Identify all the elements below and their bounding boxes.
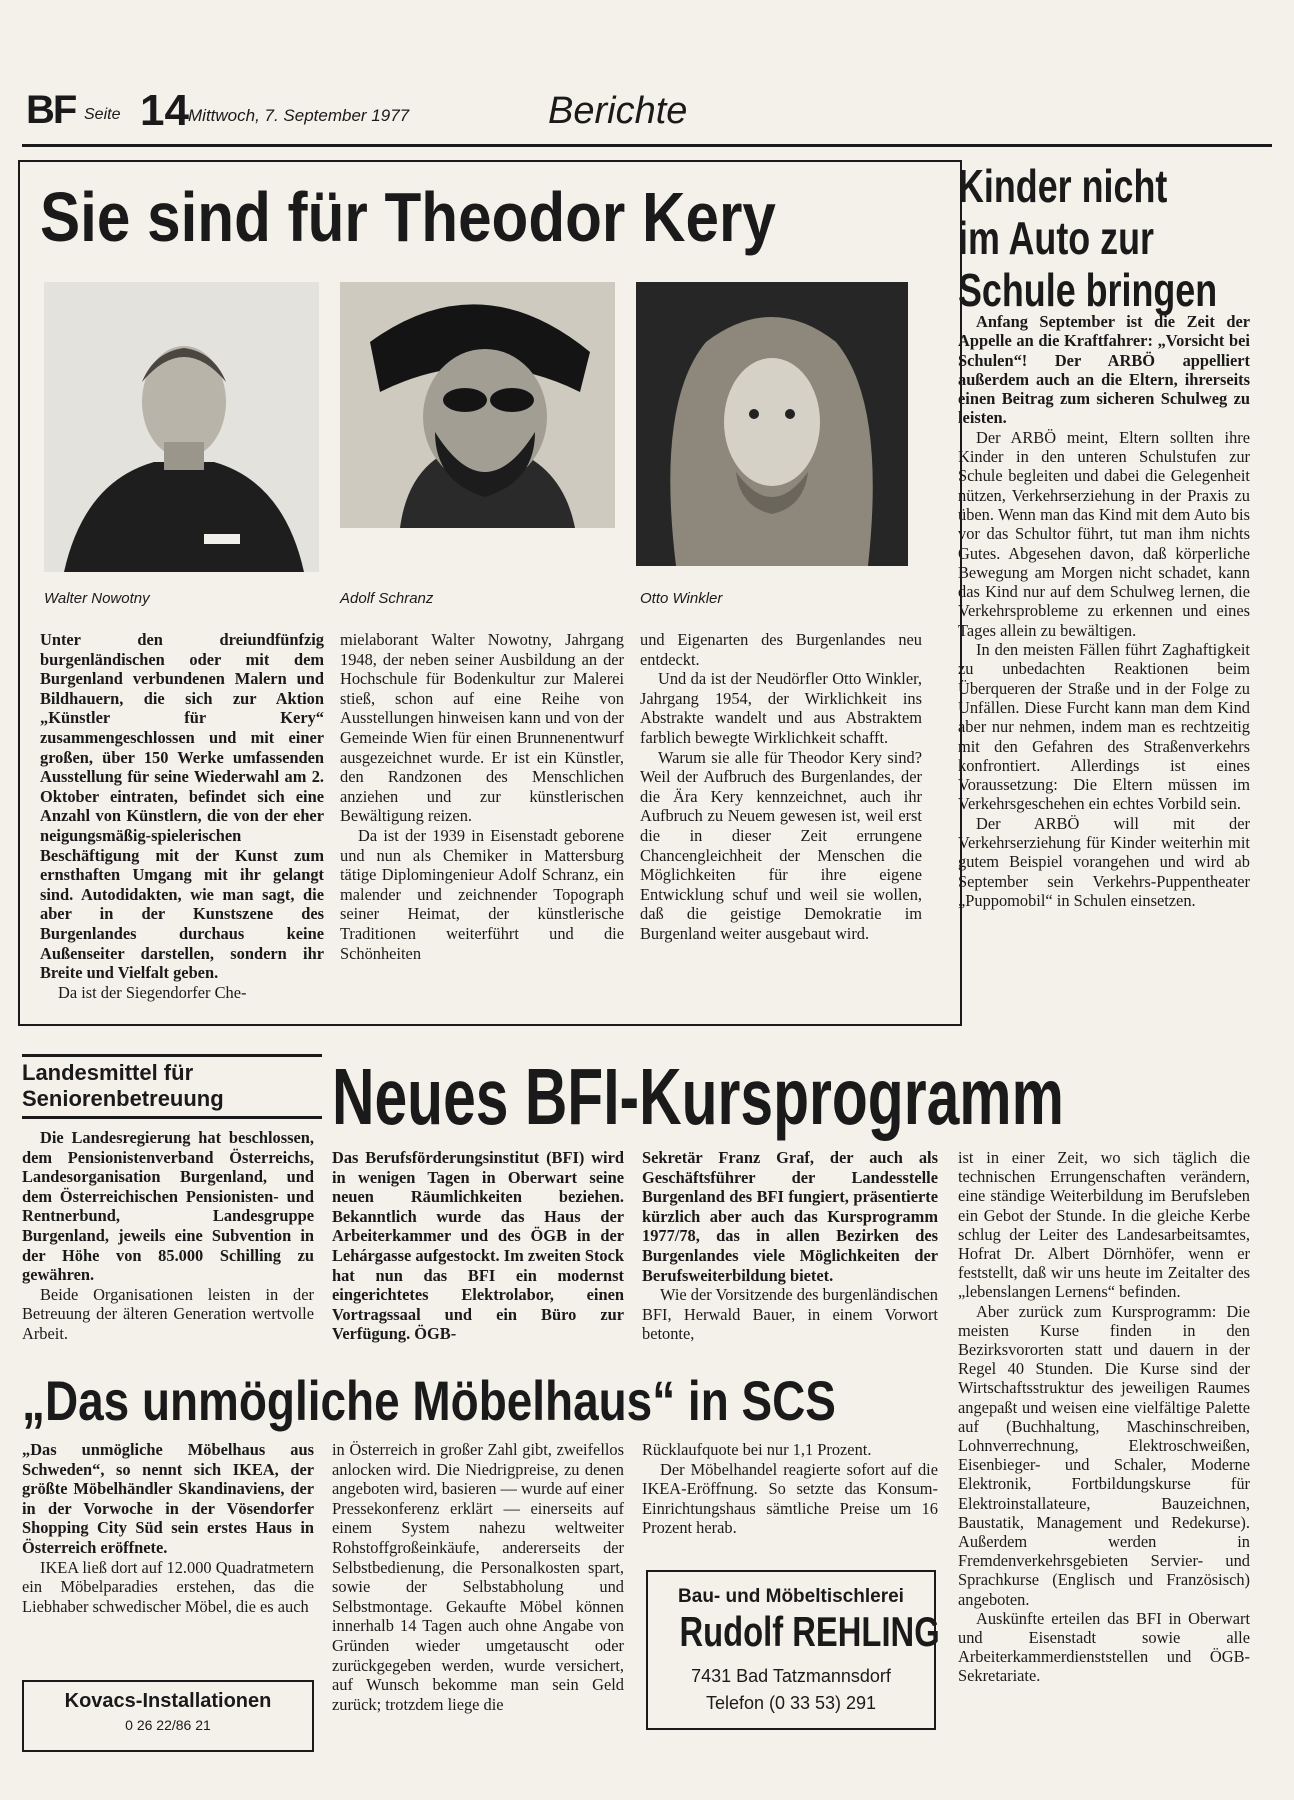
rehling-ad-line-1: Bau- und Möbeltischlerei bbox=[678, 1586, 904, 1607]
page-label: Seite bbox=[84, 106, 121, 123]
kinder-headline-line-3: Schule bringen bbox=[958, 264, 1218, 316]
caption-walter-nowotny: Walter Nowotny bbox=[44, 590, 150, 607]
senioren-bottom-rule bbox=[22, 1116, 322, 1119]
ikea-headline: „Das unmögliche Möbelhaus“ in SCS bbox=[22, 1369, 836, 1432]
senioren-top-rule bbox=[22, 1054, 322, 1057]
bfi-column-3 bbox=[958, 1148, 1250, 1686]
kery-col2-para-2: Da ist der 1939 in Eisenstadt geborene und nun als Chemiker in Mattersburg tätige Diplomingenieur Adolf Schranz, ein malender und zeichnender Topograph seiner Heimat, der künstlerische Traditionen weiterführt und die Schönheiten bbox=[340, 825, 624, 963]
bfi-col2-para: Wie der Vorsitzende des burgenländischen BFI, Herwald Bauer, in einem Vorwort betonte, bbox=[642, 1285, 938, 1344]
kery-column-1 bbox=[40, 630, 324, 1002]
kinder-headline-line-1: Kinder nicht bbox=[958, 160, 1168, 212]
kery-column-3 bbox=[640, 630, 922, 944]
ikea-col3-para-2: Der Möbelhandel reagierte sofort auf die IKEA-Eröffnung. So setzte das Konsum-Einrichtungshaus sämtliche Preise um 16 Prozent herab. bbox=[642, 1459, 938, 1538]
kinder-para-1: Der ARBÖ meint, Eltern sollten ihre Kinder in den unteren Schulstufen zur Schule begleiten und dabei die Gelegenheit nützen, Verkehrserziehung in der Praxis zu üben. Wenn man das Kind mit dem Auto bis vor das Schultor führt, tut man ihm nichts Gutes. Abgesehen davon, daß körperliche Bewegung am Morgen nicht schadet, kann das Kind nur auf dem Schulweg lernen, die Verkehrsprobleme zu erkennen und eines Tages allein zu bewältigen. bbox=[958, 427, 1250, 640]
kery-col3-para-1: und Eigenarten des Burgenlandes neu entdeckt. bbox=[640, 630, 922, 669]
bfi-col3-para-2: Aber zurück zum Kursprogramm: Die meisten Kurse finden in den Bezirksvororten statt und dauern in der Regel 40 Stunden. Die Kurse sind der Wirtschaftsstruktur des jeweiligen Raumes angepaßt und weisen eine vielfältige Palette auf (Buchhaltung, Maschinschreiben, Lohnverrechnung, Elektroschweißen, Eisenbieger- und Schaler, Moderne Elektronik, Fortbildungskurse für Elektroinstallateure, Bauzeichnen, Baustatik, Management und Redekurse). Außerdem werden in Fremdenverkehrsgebieten Servier- und Sprachkurse (Englisch und Französisch) angeboten. bbox=[958, 1301, 1250, 1609]
caption-adolf-schranz: Adolf Schranz bbox=[340, 590, 434, 607]
page-number: 14 bbox=[140, 86, 189, 135]
senioren-headline-line-1: Landesmittel für bbox=[22, 1060, 194, 1085]
rehling-ad-address: 7431 Bad Tatzmannsdorf bbox=[691, 1666, 891, 1686]
bfi-col2-lead: Sekretär Franz Graf, der auch als Geschäftsführer der Landesstelle Burgenland des BFI fungiert, präsentierte kürzlich aber auch das Kursprogramm 1977/78, das in allen Bezirken des Burgenlandes viele Möglichkeiten der Berufsweiterbildung bietet. bbox=[642, 1148, 938, 1285]
kery-col3-para-2: Und da ist der Neudörfler Otto Winkler, Jahrgang 1954, der Wirklichkeit ins Abstrakte wandelt und aus Abstraktem farblich bewegte Wirklichkeit schafft. bbox=[640, 669, 922, 747]
senioren-headline bbox=[22, 1060, 224, 1112]
kery-col1-continue: Da ist der Siegendorfer Che- bbox=[58, 982, 247, 1002]
kinder-para-2: In den meisten Fällen führt Zaghaftigkeit zu unbedachten Reaktionen beim Überqueren der Straße und in der Folge zu Unfällen. Diese Furcht kann man dem Kind aber nur nehmen, indem man es rechtzeitig mit den Gefahren des Straßenverkehrs konfrontiert. Allerdings ist eines Voraussetzung: Die Eltern müssen im Verkehrsgeschehen ein echtes Vorbild sein. bbox=[958, 640, 1250, 814]
kery-lead: Unter den dreiundfünfzig burgenländischen oder mit dem Burgenland verbundenen Malern und Bildhauern, die sich zur Aktion „Künstler für Kery“ zusammengeschlossen und mit einer großen, über 150 Werke umfassenden Ausstellung für seine Wiederwahl am 2. Oktober eintraten, befindet sich eine Anzahl von Künstlern, die von der eher neigungsmäßig-spielerischen Beschäftigung mit der Kunst zum ernsthaften Umgang mit ihr gelangt sind. Autodidakten, wie man sagt, die aber in der Kunstszene des Burgenlandes durchaus keine Außenseiter darstellen, sondern ihr Breite und Vielfalt geben. bbox=[40, 630, 324, 983]
ikea-lead: „Das unmögliche Möbelhaus aus Schweden“, so nennt sich IKEA, der größte Möbelhändler Skandinaviens, der in der Vorwoche in der Vösendorfer Shopping City Süd sein erstes Haus in Österreich eröffnete. bbox=[22, 1440, 314, 1557]
photo-walter-nowotny bbox=[44, 282, 319, 572]
photo-adolf-schranz bbox=[340, 282, 615, 528]
kery-headline: Sie sind für Theodor Kery bbox=[40, 178, 776, 256]
kovacs-ad bbox=[22, 1680, 314, 1752]
kovacs-ad-phone: 0 26 22/86 21 bbox=[125, 1717, 211, 1733]
bfi-column-2 bbox=[642, 1148, 938, 1344]
ikea-col3-para-1: Rücklaufquote bei nur 1,1 Prozent. bbox=[642, 1440, 872, 1459]
newspaper-logo: BF bbox=[26, 88, 76, 132]
bfi-col3-para-3: Auskünfte erteilen das BFI in Oberwart und Eisenstadt sowie alle Arbeiterkammerdienststellen und ÖGB-Sekretariate. bbox=[958, 1608, 1250, 1686]
kery-column-2 bbox=[340, 630, 624, 963]
bfi-headline: Neues BFI-Kursprogramm bbox=[332, 1052, 1064, 1141]
photo-otto-winkler bbox=[636, 282, 908, 566]
kinder-para-3: Der ARBÖ will mit der Verkehrserziehung für Kinder weiterhin mit gutem Beispiel vorangehen und wird ab September sein Verkehrs-Puppentheater „Puppomobil“ in Schulen einsetzen. bbox=[958, 813, 1250, 910]
senioren-article-body bbox=[22, 1128, 314, 1344]
senioren-headline-line-2: Seniorenbetreuung bbox=[22, 1086, 224, 1111]
kinder-headline-line-2: im Auto zur bbox=[958, 212, 1154, 264]
ikea-column-1 bbox=[22, 1440, 314, 1616]
kery-col3-para-3: Warum sie alle für Theodor Kery sind? Weil der Aufbruch des Burgenlandes, der die Ära Kery kennzeichnet, auch ihr Aufbruch zu Neuem gewesen ist, weil erst die in dieser Zeit errungene Chancengleichheit der Menschen die Möglichkeiten für ihre eigene Entwicklung schuf und weil sie wollen, daß die geistige Demokratie im Burgenland weiter ausgebaut wird. bbox=[640, 747, 922, 943]
rehling-ad-phone: Telefon (0 33 53) 291 bbox=[705, 1693, 877, 1713]
ikea-column-2 bbox=[332, 1440, 624, 1714]
header-rule bbox=[22, 144, 1272, 147]
caption-otto-winkler: Otto Winkler bbox=[640, 590, 723, 607]
bfi-col3-para-1: ist in einer Zeit, wo sich täglich die technischen Errungenschaften verändern, eine ständige Weiterbildung im Berufsleben ein Gebot der Stunde. In die gleiche Kerbe schlug der Leiter des Landesarbeitsamtes, Hofrat Dr. Albert Dörnhöfer, wenn er feststellt, daß wir uns heute im Zeitalter des „lebenslangen Lernens“ befinden. bbox=[958, 1148, 1250, 1302]
kinder-headline bbox=[958, 160, 1217, 316]
ikea-col2-para: in Österreich in großer Zahl gibt, zweifellos anlocken wird. Die Niedrigpreise, zu denen angeboten wird, basieren — wurde auf einer Pressekonferenz erklärt — einerseits auf einem System nahezu weltweiter Rohstoffgroßeinkäufe, andererseits der Selbstbedienung, die Personalkosten spart, sowie der Selbstabholung und Selbstmontage. Gekaufte Möbel können innerhalb 14 Tagen auch ohne Angabe von Gründen wieder umgetauscht oder zurückgegeben werden, wurde versichert, auf Wunsch bekomme man sein Geld zurück; trotzdem liege die bbox=[332, 1440, 624, 1714]
bfi-col1-lead: Das Berufsförderungsinstitut (BFI) wird in wenigen Tagen in Oberwart seine neuen Räumlichkeiten beziehen. Bekanntlich wurde das Haus der Arbeiterkammer und des ÖGB in der Lehárgasse aufgestockt. Im zweiten Stock hat nun das BFI ein modernst eingerichtetes Elektrolabor, einen Vortragssaal und ein Büro zur Verfügung. ÖGB- bbox=[332, 1148, 624, 1344]
rehling-ad bbox=[646, 1570, 940, 1730]
kovacs-ad-name: Kovacs-Installationen bbox=[64, 1690, 272, 1712]
ikea-column-3 bbox=[642, 1440, 938, 1538]
senioren-para-1: Beide Organisationen leisten in der Betreuung der älteren Generation wertvolle Arbeit. bbox=[22, 1284, 314, 1343]
senioren-lead: Die Landesregierung hat beschlossen, dem Pensionistenverband Österreichs, Landesorganisation Burgenland, und dem Österreichischen Pensionisten- und Rentnerbund, Landesgruppe Burgenland, jeweils eine Subvention in der Höhe von 85.000 Schilling zu gewähren. bbox=[22, 1128, 314, 1285]
rehling-ad-name: Rudolf REHLING bbox=[679, 1608, 940, 1655]
bfi-column-1 bbox=[332, 1148, 624, 1344]
section-title: Berichte bbox=[548, 90, 688, 132]
ikea-col1-para: IKEA ließ dort auf 12.000 Quadratmetern ein Möbelparadies erstehen, das die Liebhaber schwedischer Möbel, die es auch bbox=[22, 1557, 315, 1616]
kinder-lead: Anfang September ist die Zeit der Appelle an die Kraftfahrer: „Vorsicht bei Schulen“! Der ARBÖ appelliert außerdem auch an die Eltern, ihrerseits einen Beitrag zum sicheren Schulweg zu leisten. bbox=[958, 312, 1250, 428]
kery-col2-para-1: mielaborant Walter Nowotny, Jahrgang 1948, der neben seiner Ausbildung an der Hochschule für Bodenkultur zur Malerei stieß, schon auf eine Reihe von Ausstellungen hinweisen kann und von der Gemeinde Wien für einen Brunnenentwurf ausgezeichnet wurde. Er ist ein Künstler, den Randzonen des Menschlichen anziehen und zur künstlerischen Bewältigung reizen. bbox=[340, 630, 624, 826]
kinder-article-body bbox=[958, 312, 1250, 910]
issue-date: Mittwoch, 7. September 1977 bbox=[188, 106, 410, 125]
